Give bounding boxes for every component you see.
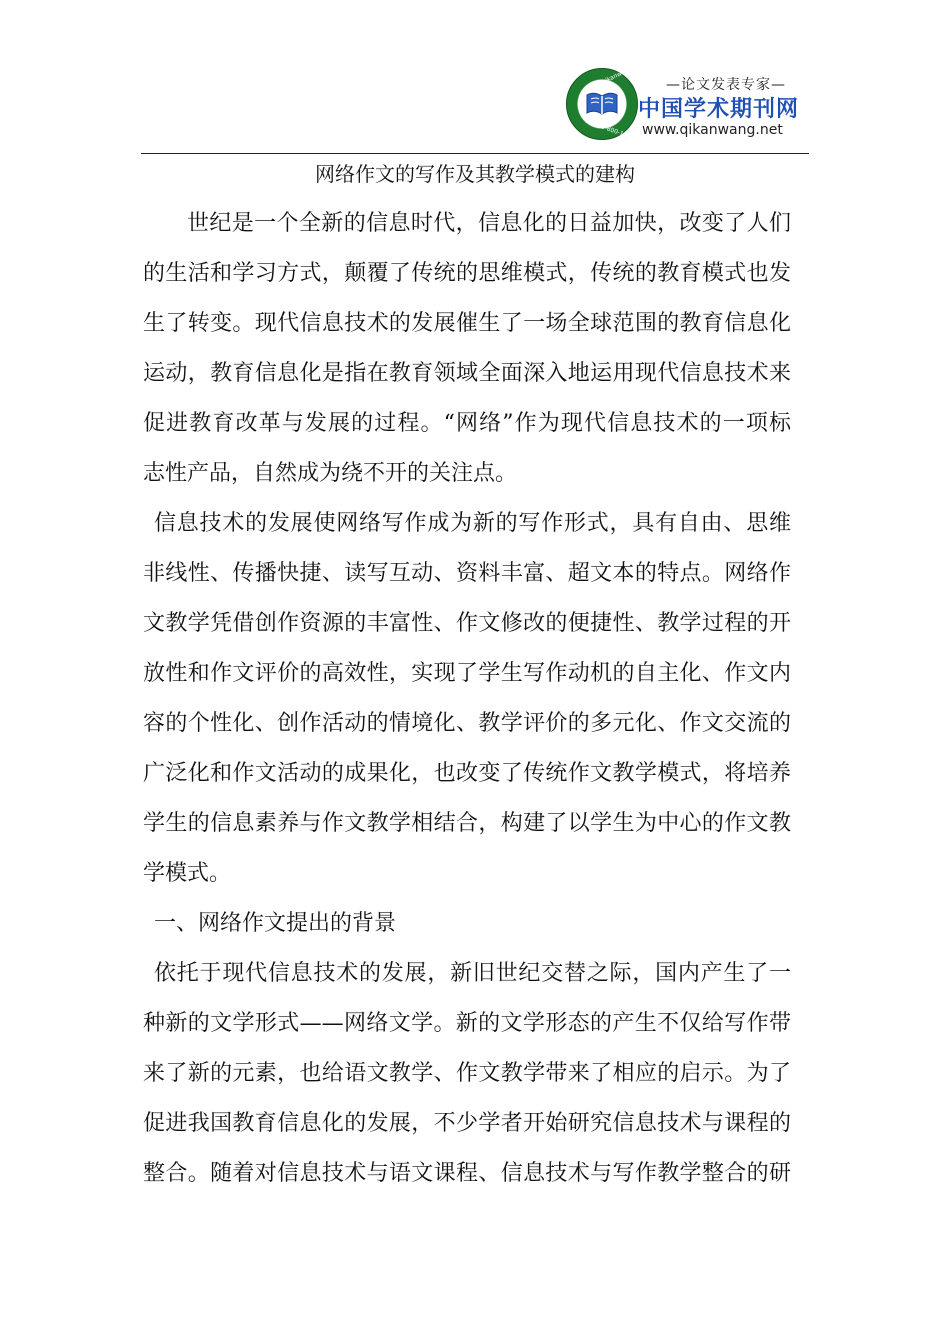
open-book-icon <box>584 89 620 117</box>
text-line: 来了新的元素，也给语文教学、作文教学带来了相应的启示。为了 <box>143 1061 791 1086</box>
text-line: 文教学凭借创作资源的丰富性、作文修改的便捷性、教学过程的开 <box>143 611 791 636</box>
section-heading-text: 一、网络作文提出的背景 <box>154 911 397 936</box>
text-line: 的生活和学习方式，颠覆了传统的思维模式，传统的教育模式也发 <box>143 261 791 286</box>
document-body <box>143 208 791 1208</box>
text-line: 依托于现代信息技术的发展，新旧世纪交替之际，国内产生了一 <box>154 961 791 986</box>
section-heading <box>143 908 791 958</box>
seal-text-top: www.qikanwang.net <box>586 60 645 93</box>
text-line: 世纪是一个全新的信息时代，信息化的日益加快，改变了人们 <box>187 211 791 236</box>
text-line: 生了转变。现代信息技术的发展催生了一场全球范围的教育信息化 <box>143 311 791 336</box>
text-line: 学模式。 <box>143 861 232 886</box>
text-line: 容的个性化、创作活动的情境化、教学评价的多元化、作文交流的 <box>143 711 791 736</box>
paragraph-2 <box>143 508 791 908</box>
paragraph-1 <box>143 208 791 508</box>
journal-logo[interactable] <box>566 60 806 146</box>
text-line: 学生的信息素养与作文教学相结合，构建了以学生为中心的作文教 <box>143 811 791 836</box>
text-line: 种新的文学形式——网络文学。新的文学形态的产生不仅给写作带 <box>143 1011 791 1036</box>
paragraph-3 <box>143 958 791 1208</box>
text-line: 志性产品，自然成为绕不开的关注点。 <box>143 461 518 486</box>
text-line: 广泛化和作文活动的成果化，也改变了传统作文教学模式，将培养 <box>143 761 791 786</box>
text-line: 放性和作文评价的高效性，实现了学生写作动机的自主化、作文内 <box>143 661 791 686</box>
text-line: 非线性、传播快捷、读写互动、资料丰富、超文本的特点。网络作 <box>143 561 791 586</box>
text-line: 整合。随着对信息技术与语文课程、信息技术与写作教学整合的研 <box>143 1161 791 1186</box>
text-line: 运动，教育信息化是指在教育领域全面深入地运用现代信息技术来 <box>143 361 791 386</box>
text-line: 促进教育改革与发展的过程。“网络”作为现代信息技术的一项标 <box>143 411 791 436</box>
logo-name: 中国学术期刊网 <box>638 97 800 122</box>
document-title: 网络作文的写作及其教学模式的建构 <box>315 162 635 186</box>
logo-seal <box>566 60 645 142</box>
seal-text-bottom: Tel:400-800-1022 <box>583 117 636 142</box>
logo-url[interactable]: www.qikanwang.net <box>642 122 783 138</box>
logo-slogan: —论文发表专家— <box>666 77 786 93</box>
header-divider <box>141 153 809 154</box>
text-line: 促进我国教育信息化的发展，不少学者开始研究信息技术与课程的 <box>143 1111 791 1136</box>
text-line: 信息技术的发展使网络写作成为新的写作形式，具有自由、思维 <box>154 511 791 536</box>
